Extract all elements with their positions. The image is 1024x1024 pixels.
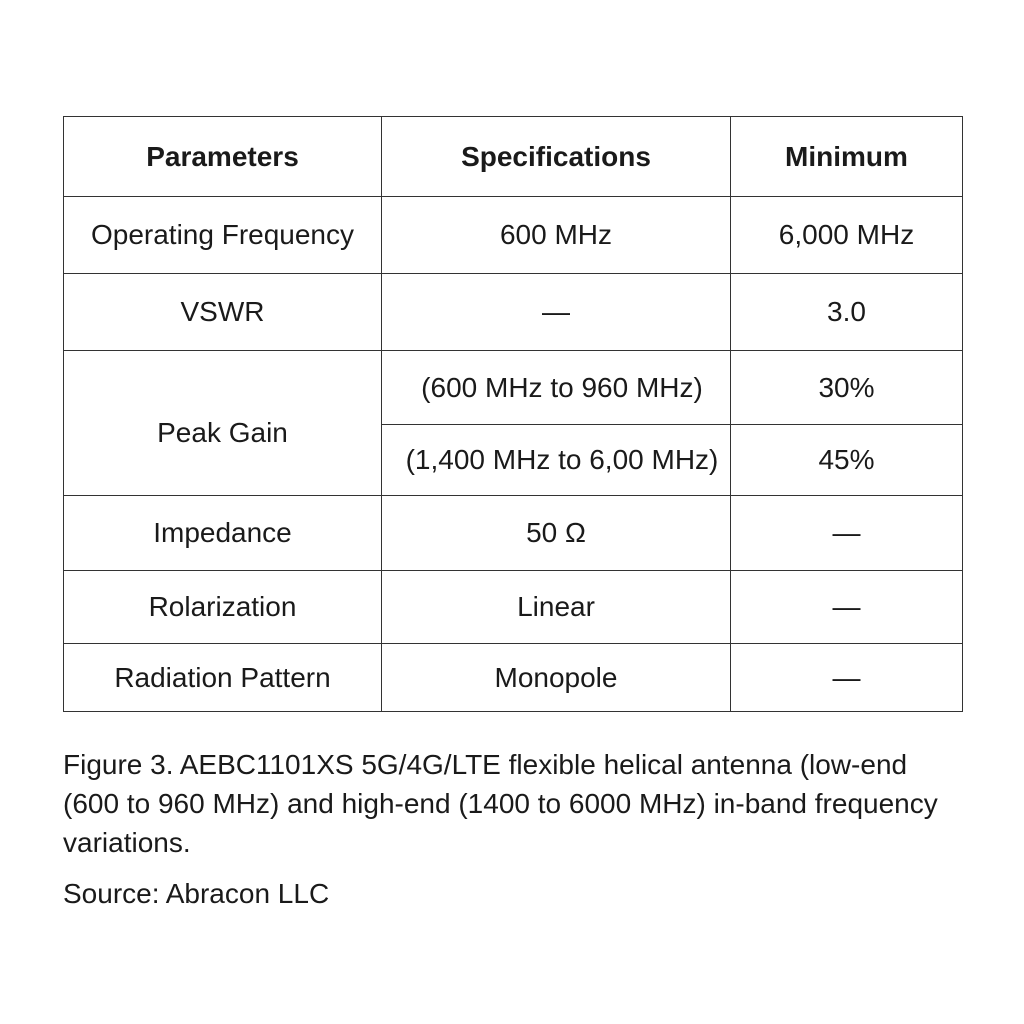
cell-minimum: 6,000 MHz [731,197,963,274]
spec-table [63,116,963,712]
cell-specification: (1,400 MHz to 6,00 MHz) [382,425,731,496]
cell-specification: Linear [382,571,731,644]
cell-minimum: 45% [731,425,963,496]
cell-minimum: 30% [731,351,963,425]
cell-minimum: — [731,644,963,712]
header-minimum: Minimum [731,117,963,197]
cell-specification: 50 Ω [382,496,731,571]
cell-parameter: Peak Gain [64,351,382,496]
cell-specification: (600 MHz to 960 MHz) [382,351,731,425]
cell-minimum: — [731,496,963,571]
header-specifications: Specifications [382,117,731,197]
cell-parameter: Radiation Pattern [64,644,382,712]
table-row [64,197,963,274]
cell-parameter: Rolarization [64,571,382,644]
cell-parameter: VSWR [64,274,382,351]
header-parameters: Parameters [64,117,382,197]
cell-specification: — [382,274,731,351]
source-credit: Source: Abracon LLC [63,878,330,909]
cell-specification: 600 MHz [382,197,731,274]
table-row [64,274,963,351]
cell-specification: Monopole [382,644,731,712]
cell-parameter: Impedance [64,496,382,571]
table-row [64,644,963,712]
table-header-row [64,117,963,197]
figure-caption: Figure 3. AEBC1101XS 5G/4G/LTE flexible helical antenna (low-end (600 to 960 MHz) and high-end (1400 to 6000 MHz) in-band frequency variations. [63,749,938,858]
cell-minimum: 3.0 [731,274,963,351]
cell-minimum: — [731,571,963,644]
cell-parameter: Operating Frequency [64,197,382,274]
table-row [64,571,963,644]
table-row [64,351,963,425]
table-row [64,496,963,571]
